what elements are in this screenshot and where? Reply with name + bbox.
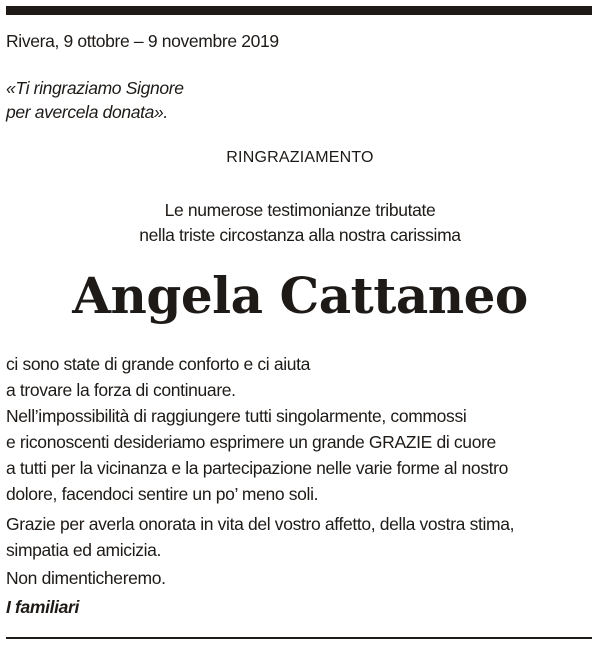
- body-paragraph-2-line: a tutti per la vicinanza e la partecipazione nelle varie forme al nostro: [6, 458, 509, 478]
- bottom-rule: [6, 637, 592, 639]
- body-paragraph-4: Non dimenticheremo.: [6, 568, 166, 588]
- body-paragraph-2: [6, 403, 508, 507]
- quote-line-2: per avercela donata».: [6, 102, 168, 122]
- heading-ringraziamento: RINGRAZIAMENTO: [226, 149, 374, 166]
- body-paragraph-2-line: Nell’impossibilità di raggiungere tutti singolarmente, commossi: [6, 406, 467, 426]
- body-paragraph-1: [6, 351, 310, 403]
- body-paragraph-1-line: ci sono state di grande conforto e ci aiuta: [6, 354, 311, 374]
- body-paragraph-3: [6, 511, 514, 563]
- deceased-name: Angela Cattaneo: [72, 266, 528, 325]
- body-paragraph-2-line: dolore, facendoci sentire un po’ meno soli.: [6, 484, 319, 504]
- body-paragraph-1-line: a trovare la forza di continuare.: [6, 380, 236, 400]
- intro-line-1: Le numerose testimonianze tributate: [164, 200, 436, 220]
- body-paragraph-3-line: simpatia ed amicizia.: [6, 540, 162, 560]
- body-paragraph-3-line: Grazie per averla onorata in vita del vostro affetto, della vostra stima,: [6, 514, 515, 534]
- top-rule: [6, 6, 592, 15]
- place-dates: Rivera, 9 ottobre – 9 novembre 2019: [6, 31, 279, 51]
- intro-line-2: nella triste circostanza alla nostra carissima: [139, 225, 461, 245]
- signature: I familiari: [6, 597, 79, 617]
- body-paragraph-2-line: e riconoscenti desideriamo esprimere un grande GRAZIE di cuore: [6, 432, 496, 452]
- quote-line-1: «Ti ringraziamo Signore: [6, 78, 184, 98]
